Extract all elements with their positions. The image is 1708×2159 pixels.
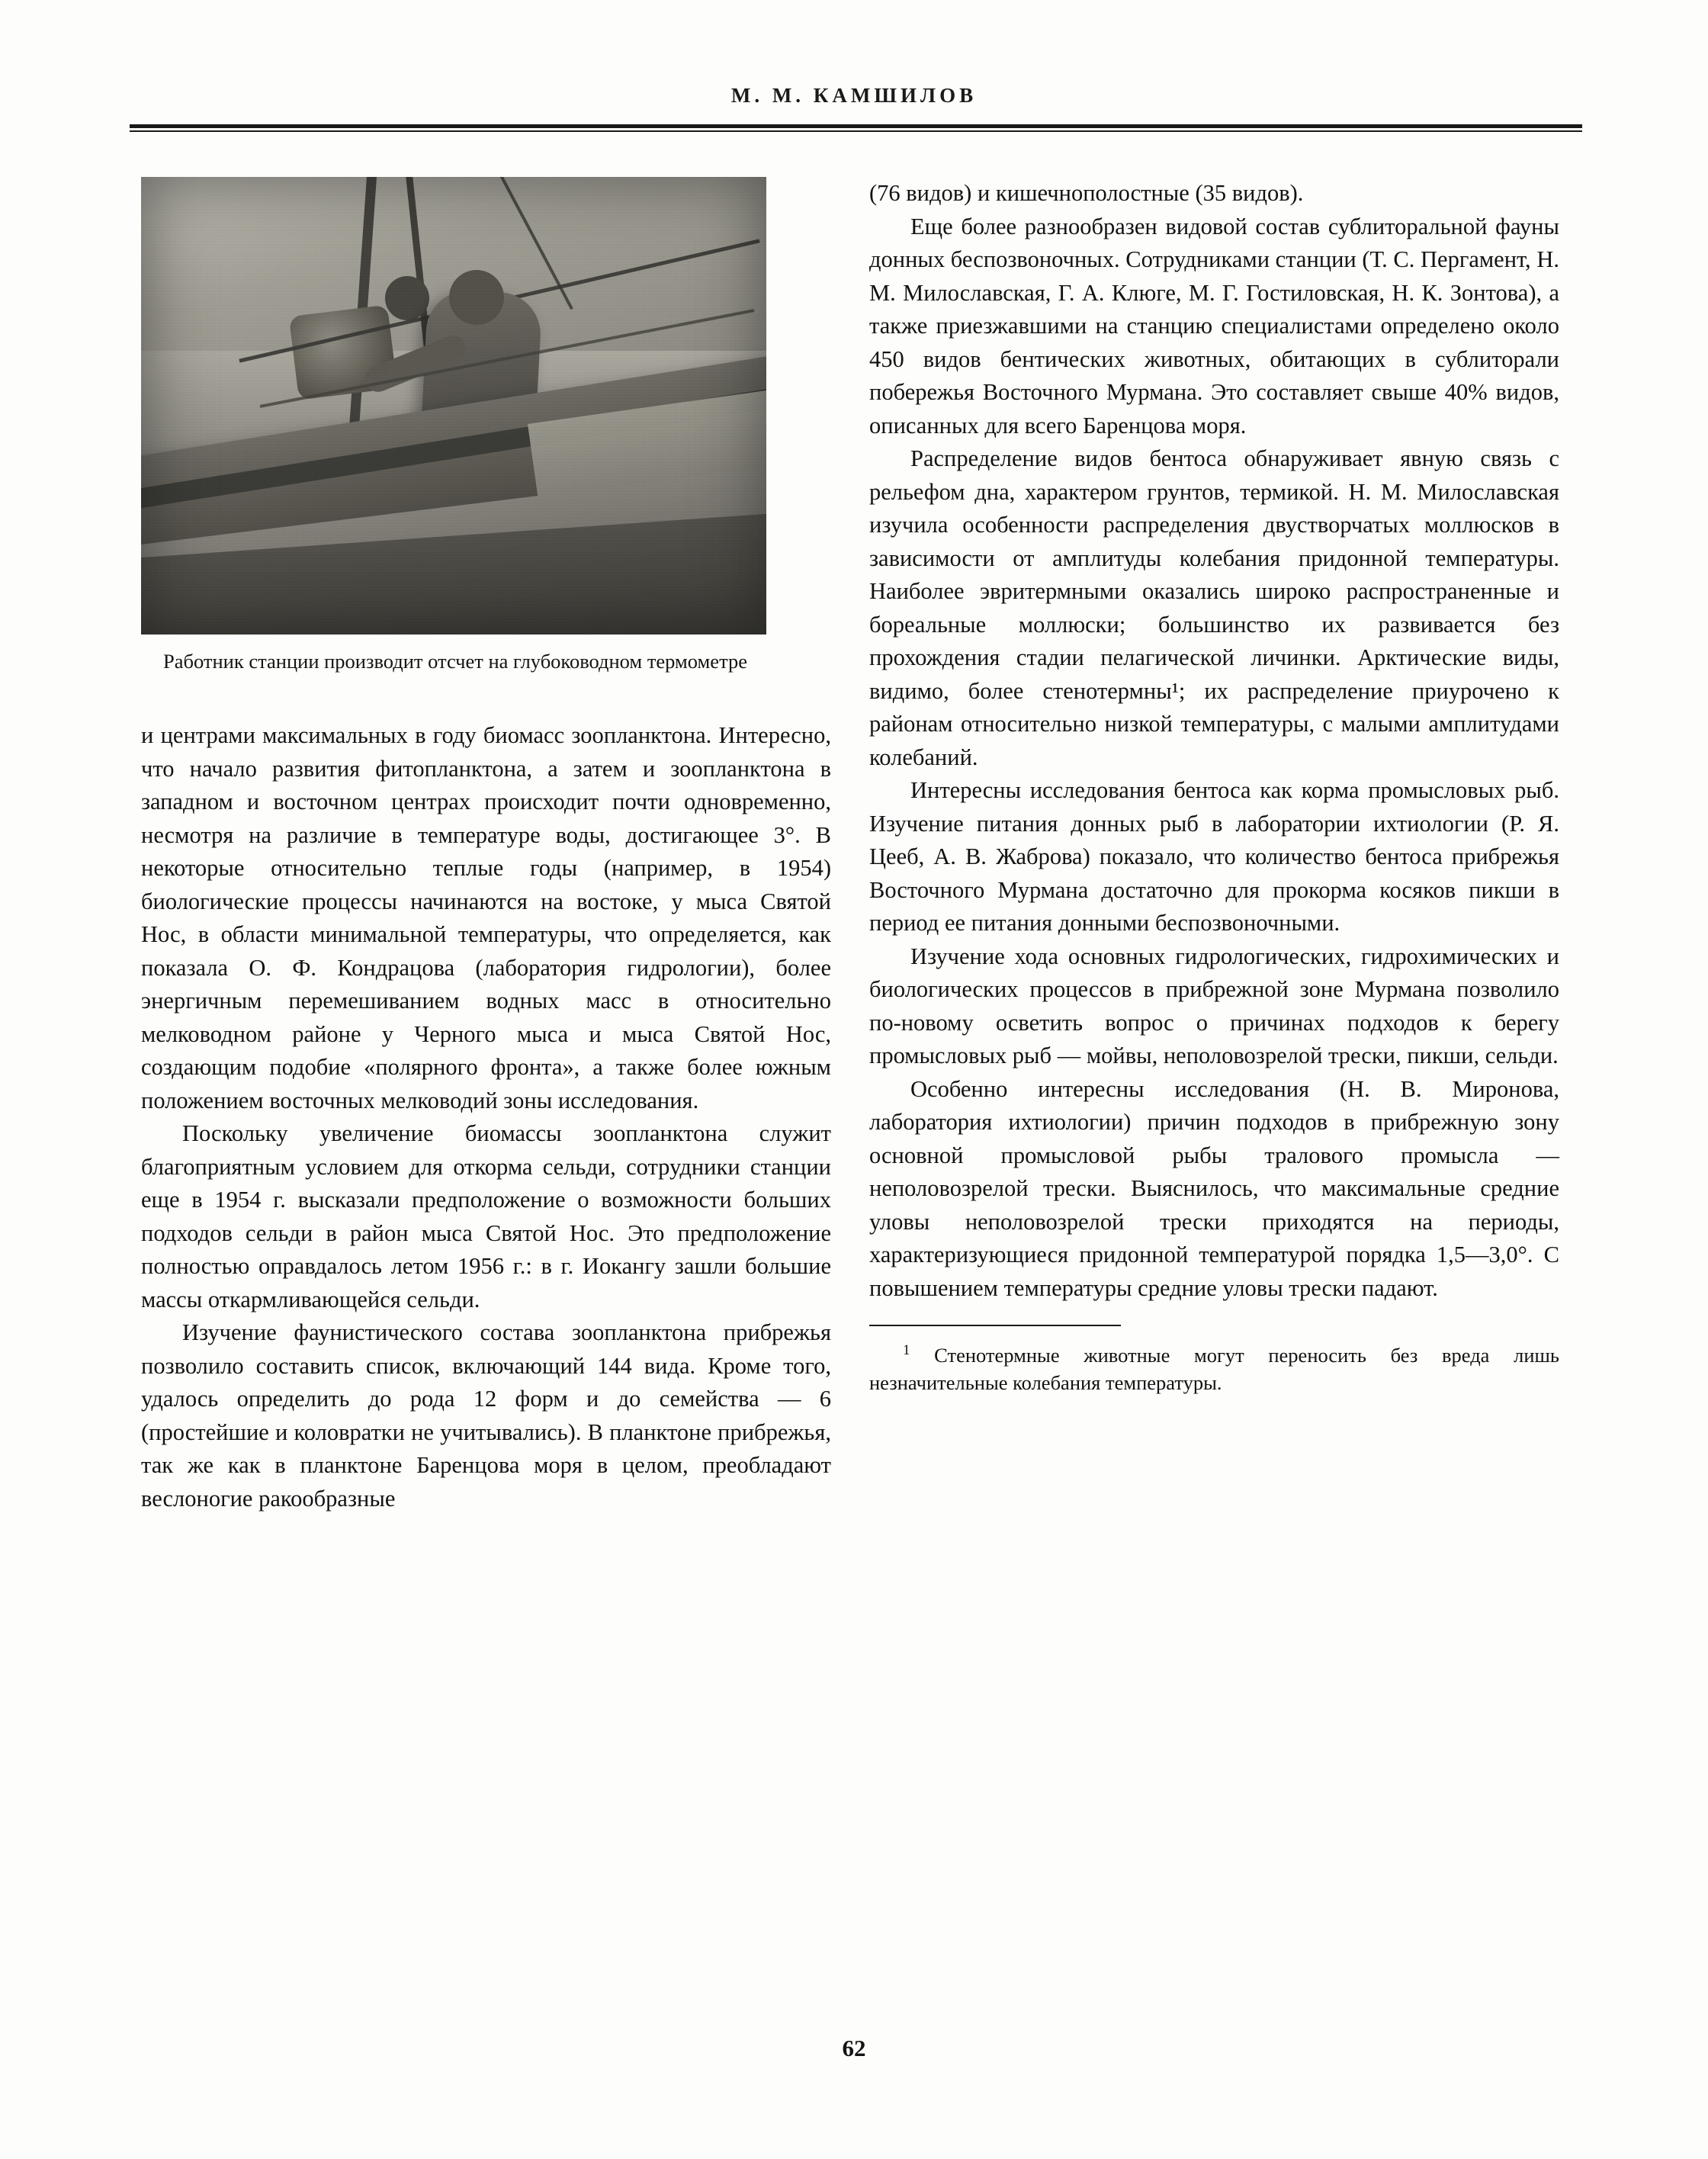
page-number: 62 (842, 2035, 866, 2061)
paragraph: Поскольку увеличение биомассы зоопланктона служит благоприятным условием для откорма сельди, сотрудники станции еще в 1954 г. высказали предположение о возможности больших подходов сельди в район мыса Святой Нос. Это предположение полностью оправдалось летом 1956 г.: в г. Иокангу зашли большие массы откармливающейся сельди. (141, 1120, 831, 1312)
figure (141, 177, 766, 675)
header-rule (130, 124, 1582, 132)
right-column (869, 177, 1559, 1396)
paragraph: и центрами максимальных в году биомасс зоопланктона. Интересно, что начало развития фитопланктона, а затем и зоопланктона в западном и восточном центрах происходит почти одновременно, несмотря на различие в температуре воды, достигающее 3°. В некоторые относительно теплые годы (например, в 1954) биологические процессы начинаются на востоке, у мыса Святой Нос, в области минимальной температуры, что определяется, как показала О. Ф. Кондрацова (лаборатория гидрологии), более энергичным перемешиванием водных масс в относительно мелководном районе у Черного мыса и мыса Святой Нос, создающим подобие «полярного фронта», а также более южным положением восточных мелководий зоны исследования. (141, 722, 831, 1113)
footnote (869, 1337, 1559, 1396)
footnote-rule (869, 1325, 1121, 1326)
figure-caption: Работник станции производит отсчет на глубоководном термометре (163, 650, 747, 673)
paragraph: Еще более разнообразен видовой состав сублиторальной фауны донных беспозвоночных. Сотрудниками станции (Т. С. Пергамент, Н. М. Милославская, Г. А. Клюге, М. Г. Гостиловская, Н. К. Зонтова), а также приезжавшими на станцию специалистами определено около 450 видов бентических животных, обитающих в сублиторали побережья Восточного Мурмана. Это составляет свыше 40% видов, описанных для всего Баренцова моря. (869, 213, 1559, 439)
running-head: М. М. КАМШИЛОВ (730, 84, 978, 107)
paragraph: Интересны исследования бентоса как корма промысловых рыб. Изучение питания донных рыб в лаборатории ихтиологии (Р. Я. Цееб, А. В. Жаброва) показало, что количество бентоса прибрежья Восточного Мурмана достаточно для прокорма косяков пикши в период ее питания донными беспозвоночными. (869, 777, 1559, 936)
paragraph: Изучение хода основных гидрологических, гидрохимических и биологических процессов в прибрежной зоне Мурмана позволило по-новому осветить вопрос о причинах подходов к берегу промысловых рыб — мойвы, неполовозрелой трески, пикши, сельди. (869, 943, 1559, 1068)
photo-deep-water-thermometer (141, 177, 766, 635)
paragraph: Распределение видов бентоса обнаруживает явную связь с рельефом дна, характером грунтов, термикой. Н. М. Милославская изучила особенности распределения двустворчатых моллюсков в зависимости от амплитуды колебания придонной температуры. Наиболее эвритермными оказались широко распространенные и бореальные моллюски; большинство их развивается без прохождения стадии пелагической личинки. Арктические виды, видимо, более стенотермны¹; их распределение приурочено к районам относительно низкой температуры, с малыми амплитудами колебаний. (869, 445, 1559, 770)
paragraph: (76 видов) и кишечнополостные (35 видов). (869, 180, 1304, 206)
paragraph: Особенно интересны исследования (Н. В. Миронова, лаборатория ихтиологии) причин подходов в прибрежную зону основной промысловой рыбы тралового промысла — неполовозрелой трески. Выяснилось, что максимальные средние уловы неполовозрелой трески приходятся на периоды, характеризующиеся придонной температурой порядка 1,5—3,0°. С повышением температуры средние уловы трески падают. (869, 1075, 1559, 1301)
footnote-marker: 1 (903, 1342, 910, 1358)
paragraph: Изучение фаунистического состава зоопланктона прибрежья позволило составить список, включающий 144 вида. Кроме того, удалось определить до рода 12 форм и до семейства — 6 (простейшие и коловратки не учитывались). В планктоне прибрежья, так же как в планктоне Баренцова моря в целом, преобладают веслоногие ракообразные (141, 1319, 831, 1512)
left-column (141, 177, 831, 1515)
footnote-text: Стенотермные животные могут переносить без вреда лишь незначительные колебания температуры. (869, 1343, 1559, 1394)
